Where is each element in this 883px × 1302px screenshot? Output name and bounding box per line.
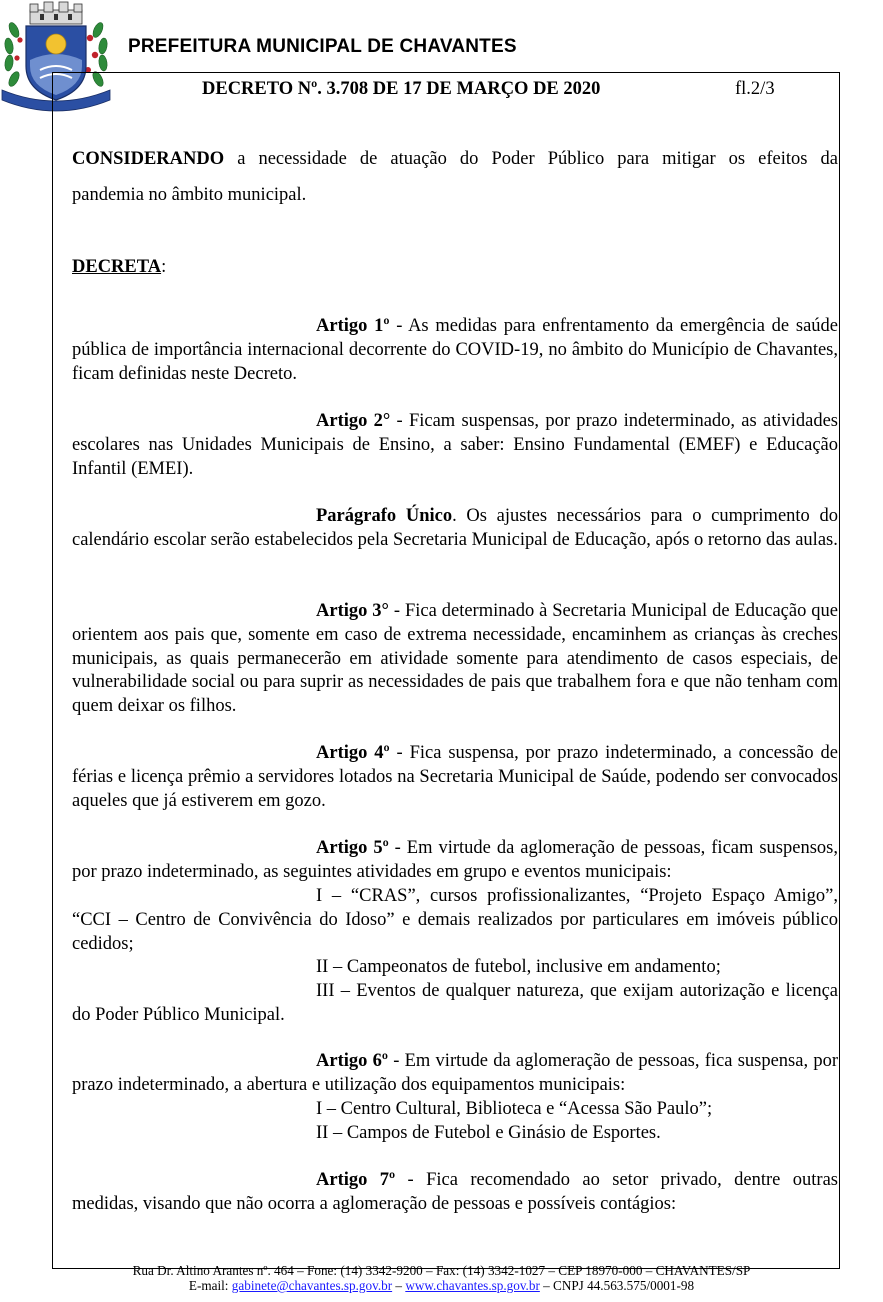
- article-7-text: - Fica recomendado ao setor privado, dentre outras medidas, visando que não ocorra a aglomeração de pessoas e possíveis contágios:: [72, 1170, 838, 1214]
- article-3: [72, 600, 838, 719]
- page-folio: fl.2/3: [735, 79, 775, 99]
- considerando-label: CONSIDERANDO: [72, 149, 225, 169]
- footer-website-link[interactable]: www.chavantes.sp.gov.br: [405, 1278, 540, 1293]
- article-1-label: Artigo 1º: [316, 316, 390, 336]
- footer-email-link[interactable]: gabinete@chavantes.sp.gov.br: [231, 1278, 393, 1293]
- article-4-text: - Fica suspensa, por prazo indeterminado, a concessão de férias e licença prêmio a servidores lotados na Secretaria Municipal de Saúde, podendo ser convocados aqueles que já estiverem em gozo.: [72, 743, 839, 811]
- article-5-item-i: I – “CRAS”, cursos profissionalizantes, “Projeto Espaço Amigo”, “CCI – Centro de Convivência do Idoso” e demais realizados por particulares em imóveis público cedidos;: [72, 886, 838, 954]
- decreta-heading: [72, 256, 838, 280]
- article-2: [72, 410, 838, 481]
- article-7: [72, 1169, 838, 1217]
- decree-title: DECRETO Nº. 3.708 DE 17 DE MARÇO DE 2020: [202, 79, 601, 99]
- article-6-item-ii: II – Campos de Futebol e Ginásio de Esportes.: [316, 1123, 661, 1143]
- article-4-label: Artigo 4º: [316, 743, 390, 763]
- article-5-item-iii: III – Eventos de qualquer natureza, que exijam autorização e licença do Poder Público Municipal.: [72, 981, 838, 1025]
- footer-email-prefix: E-mail:: [188, 1278, 232, 1293]
- article-3-label: Artigo 3°: [316, 601, 389, 621]
- footer-address: Rua Dr. Altino Arantes nº. 464 – Fone: (14) 3342-9200 – Fax: (14) 3342-1027 – CEP 18970-000 – CHAVANTES/SP: [132, 1263, 751, 1278]
- article-6: [72, 1050, 838, 1098]
- article-2-text: - Ficam suspensas, por prazo indeterminado, as atividades escolares nas Unidades Municipais de Ensino, a saber: Ensino Fundamental (EMEF) e Educação Infantil (EMEI).: [72, 411, 838, 479]
- considerando-paragraph: [72, 148, 838, 172]
- article-4: [72, 742, 838, 813]
- considerando-text-1: a necessidade de atuação do Poder Público para mitigar os efeitos da: [224, 149, 838, 169]
- article-5-item-ii: II – Campeonatos de futebol, inclusive em andamento;: [316, 957, 721, 977]
- article-1-text: - As medidas para enfrentamento da emergência de saúde pública de importância internacional decorrente do COVID-19, no âmbito do Município de Chavantes, ficam definidas neste Decreto.: [72, 316, 838, 384]
- considerando-continuation: pandemia no âmbito municipal.: [72, 185, 307, 205]
- footer-separator: –: [392, 1278, 406, 1293]
- article-7-label: Artigo 7º: [316, 1170, 396, 1190]
- page-footer: [0, 1263, 883, 1293]
- page-header-title: PREFEITURA MUNICIPAL DE CHAVANTES: [128, 36, 517, 57]
- decreta-label: DECRETA: [72, 257, 162, 277]
- article-6-label: Artigo 6º: [316, 1051, 388, 1071]
- article-5-text: - Em virtude da aglomeração de pessoas, ficam suspensos, por prazo indeterminado, as seguintes atividades em grupo e eventos municipais:: [72, 838, 838, 882]
- footer-contact: [0, 1278, 883, 1293]
- article-1: [72, 315, 838, 386]
- decreta-colon: :: [161, 257, 167, 277]
- sole-paragraph: [72, 505, 838, 553]
- article-6-item-i: I – Centro Cultural, Biblioteca e “Acessa São Paulo”;: [316, 1099, 713, 1119]
- article-5-label: Artigo 5º: [316, 838, 389, 858]
- footer-cnpj: – CNPJ 44.563.575/0001-98: [539, 1278, 695, 1293]
- sole-paragraph-text: . Os ajustes necessários para o cumprimento do calendário escolar serão estabelecidos pela Secretaria Municipal de Educação, após o retorno das aulas.: [72, 506, 838, 550]
- article-3-text: - Fica determinado à Secretaria Municipal de Educação que orientem aos pais que, somente em caso de extrema necessidade, encaminhem as crianças às creches municipais, as quais permanecerão em atividade somente para atendimento de casos especiais, de vulnerabilidade social ou para suprir as necessidades de pais que trabalhem fora e que não tenham com quem deixar os filhos.: [72, 601, 838, 717]
- sole-paragraph-label: Parágrafo Único: [316, 506, 453, 526]
- article-6-text: - Em virtude da aglomeração de pessoas, fica suspensa, por prazo indeterminado, a abertura e utilização dos equipamentos municipais:: [72, 1051, 838, 1095]
- article-5: [72, 837, 838, 885]
- article-2-label: Artigo 2°: [316, 411, 391, 431]
